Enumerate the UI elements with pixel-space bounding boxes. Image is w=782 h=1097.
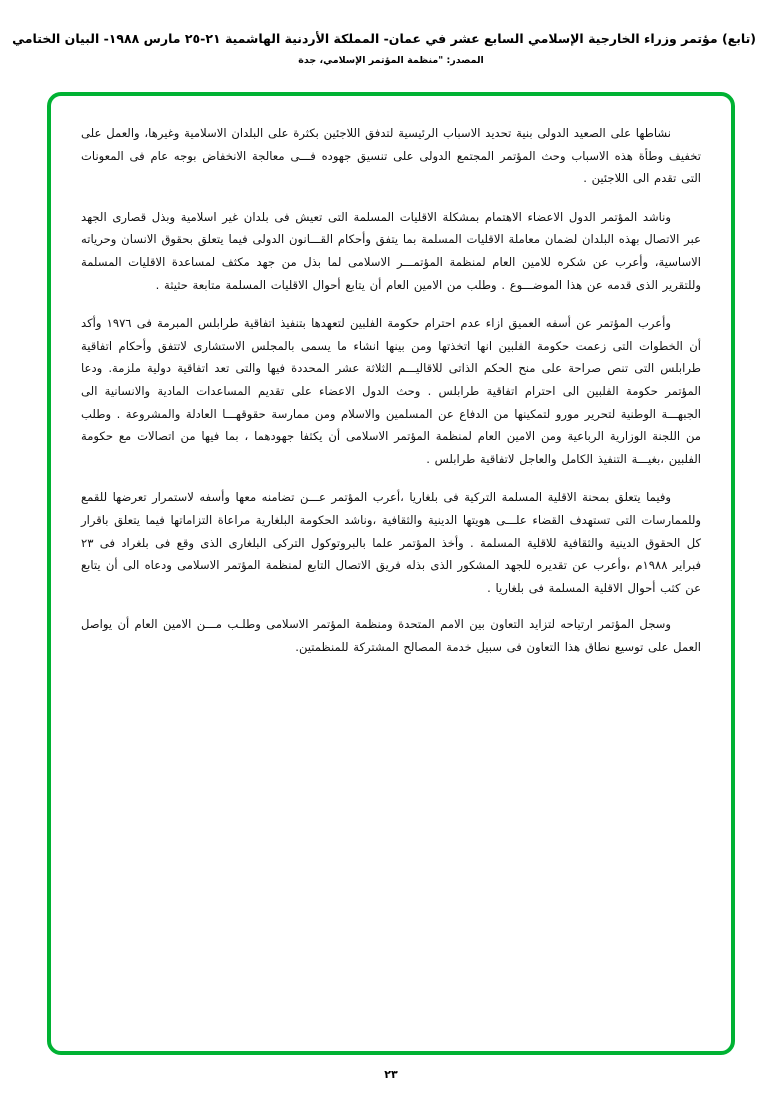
paragraph: وسجل المؤتمر ارتياحه لتزايد التعاون بين الامم المتحدة ومنظمة المؤتمر الاسلامى وطلـب مـــن الامين العام أن يواصل العمل على توسيع نطاق هذا التعاون فى سبيل خدمة المصالح المشتركة للمنظمتين. — [81, 617, 701, 654]
paragraph: وفيما يتعلق بمحنة الاقلية المسلمة التركية فى بلغاريا ،أعرب المؤتمر عـــن تضامنه معها وأسفه لاستمرار تعرضها للقمع وللممارسات التى تستهدف القضاء علـــى هويتها الدينية والثقافية ،وناشد الحكومة البلغارية مراعاة التزاماتها فيما يتعلق باقرار كل الحقوق الدينية والثقافية للاقلية المسلمة . وأخذ المؤتمر علما بالبروتوكول التركى البلغارى الذى وقع فى بلغراد فى ٢٣ فبراير ١٩٨٨م ،وأعرب عن تقديره للجهد المشكور الذى بذله فريق الاتصال التابع لمنظمة المؤتمر الاسلامى ودعاه الى أن يتابع عن كثب أحوال الاقلية المسلمة فى بلغاريا . — [81, 490, 701, 595]
document-body — [51, 96, 731, 678]
content-frame — [47, 92, 735, 1055]
page-title: (تابع) مؤتمر وزراء الخارجية الإسلامي السابع عشر في عمان- المملكة الأردنية الهاشمية ٢١-٢٥ مارس ١٩٨٨- البيان الختامي — [12, 31, 756, 46]
source-line: المصدر: "منظمة المؤتمر الإسلامي، جدة — [298, 54, 484, 66]
page-number: ٢٣ — [384, 1068, 398, 1081]
paragraph: وأعرب المؤتمر عن أسفه العميق ازاء عدم احترام حكومة الفلبين لتعهدها بتنفيذ اتفاقية طرابلس المبرمة فى ١٩٧٦ وأكد أن الخطوات التى زعمت حكومة الفلبين انها اتخذتها ومن بينها انشاء ما يسمى بالمجلس الاستشارى لاتتفق وأحكام اتفاقية طرابلس التى تنص صراحة على منح الحكم الذاتى للاقاليـــم الثلاثة عشر المحددة فيها والتى تعد اتفاقية دولية ملزمة. ودعا المؤتمر حكومة الفلبين الى احترام اتفاقية طرابلس . وحث الدول الاعضاء على تقديم المساعدات المادية والانسانية الى الجبهـــة الوطنية لتحرير مورو لتمكينها من الدفاع عن المسلمين والاسلام ومن ممارسة حقوقهـــا العادلة والمشروعة . وطلب من اللجنة الوزارية الرباعية ومن الامين العام لمنظمة المؤتمر الاسلامى أن يكثفا جهودهما ، بما فيها من اتصالات مع حكومة الفلبين ،بغيـــة التنفيذ الكامل والعاجل لاتفاقية طرابلس . — [81, 316, 701, 466]
paragraph: نشاطها على الصعيد الدولى بنية تحديد الاسباب الرئيسية لتدفق اللاجئين بكثرة على البلدان الاسلامية وغيرها، والعمل على تخفيف وطأة هذه الاسباب وحث المؤتمر المجتمع الدولى على تنسيق جهوده فـــى معالجة الانخفاض بوجه عام فى المعونات التى تقدم الى اللاجئين . — [81, 126, 701, 186]
page-header — [0, 0, 782, 66]
paragraph: وناشد المؤتمر الدول الاعضاء الاهتمام بمشكلة الاقليات المسلمة التى تعيش فى بلدان غير اسلامية وبذل قصارى الجهد عبر الاتصال بهذه البلدان لضمان معاملة الاقليات المسلمة بما يتفق وأحكام القـــانون الدولى فيما يتعلق بحقوق الانسان وحرياته الاساسية، وأعرب عن شكره للامين العام لمنظمة المؤتمـــر الاسلامى لما بذل من جهد مكثف لمساعدة الاقليات المسلمة وللتقرير الذى قدمه عن هذا الموضـــوع . وطلب من الامين العام أن يتابع أحوال الاقليات المسلمة متابعة حثيثة . — [81, 209, 701, 292]
